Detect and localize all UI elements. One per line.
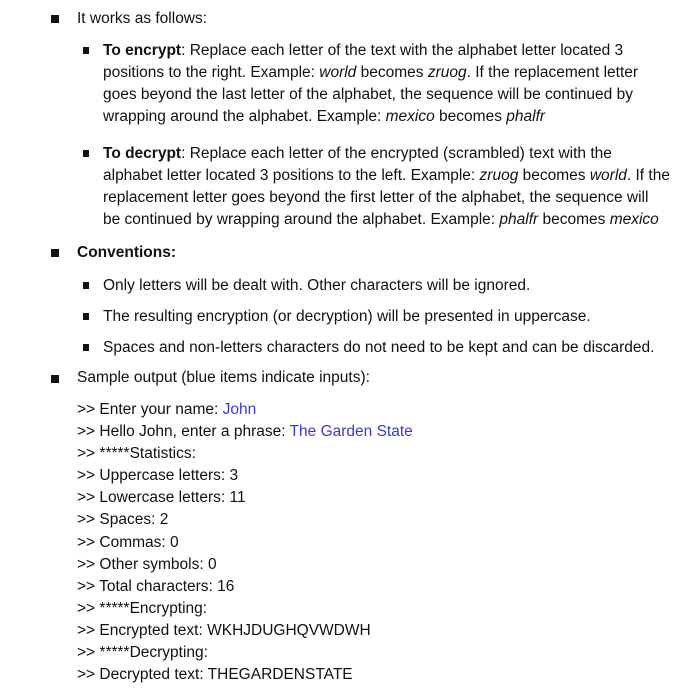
sample-output-line: >> Encrypted text: WKHJDUGHQVWDWH (77, 622, 371, 639)
sample-output-line: >> *****Encrypting: (77, 600, 208, 617)
encrypt-line-2: positions to the right. Example: world becomes zruog. If the replacement letter (103, 64, 639, 81)
encrypt-line-3: goes beyond the last letter of the alphabet, the sequence will be continued by (103, 86, 633, 103)
bullet-icon (83, 313, 89, 320)
sample-phrase-input: The Garden State (289, 423, 413, 440)
bullet-icon (51, 15, 59, 23)
decrypt-line-1: To decrypt: Replace each letter of the encrypted (scrambled) text with the (103, 145, 612, 162)
bullet-icon (83, 47, 89, 54)
bullet-icon (51, 375, 59, 383)
sample-output-line: >> *****Decrypting: (77, 644, 208, 661)
sample-output-line: >> Other symbols: 0 (77, 556, 217, 573)
convention-item: Only letters will be dealt with. Other characters will be ignored. (103, 277, 531, 294)
encrypt-label: To encrypt (103, 42, 182, 59)
sample-output-line: >> Spaces: 2 (77, 511, 169, 528)
sample-output-line: >> Lowercase letters: 11 (77, 489, 246, 506)
decrypt-line-3: replacement letter goes beyond the first letter of the alphabet, the sequence will (103, 189, 649, 206)
convention-item: Spaces and non-letters characters do not need to be kept and can be discarded. (103, 339, 655, 356)
sample-heading: Sample output (blue items indicate inputs): (77, 369, 370, 386)
sample-output-line: >> Decrypted text: THEGARDENSTATE (77, 666, 353, 683)
decrypt-line-2: alphabet letter located 3 positions to the left. Example: zruog becomes world. If the (103, 167, 670, 184)
bullet-icon (51, 249, 59, 257)
sample-phrase-line: >> Hello John, enter a phrase: The Garden State (77, 423, 413, 440)
decrypt-label: To decrypt (103, 145, 182, 162)
sample-output-line: >> *****Statistics: (77, 445, 196, 462)
convention-item: The resulting encryption (or decryption) will be presented in uppercase. (103, 308, 591, 325)
sample-name-input: John (222, 401, 257, 418)
bullet-icon (83, 344, 89, 351)
works-heading: It works as follows: (77, 10, 208, 27)
sample-output-line: >> Total characters: 16 (77, 578, 235, 595)
encrypt-line-4: wrapping around the alphabet. Example: mexico becomes phalfr (103, 108, 546, 125)
sample-name-line: >> Enter your name: John (77, 401, 257, 418)
conventions-heading: Conventions: (77, 244, 177, 261)
sample-output-line: >> Commas: 0 (77, 534, 179, 551)
encrypt-line-1: To encrypt: Replace each letter of the text with the alphabet letter located 3 (103, 42, 624, 59)
decrypt-line-4: be continued by wrapping around the alphabet. Example: phalfr becomes mexico (103, 211, 659, 228)
bullet-icon (83, 282, 89, 289)
sample-output-line: >> Uppercase letters: 3 (77, 467, 239, 484)
bullet-icon (83, 150, 89, 157)
